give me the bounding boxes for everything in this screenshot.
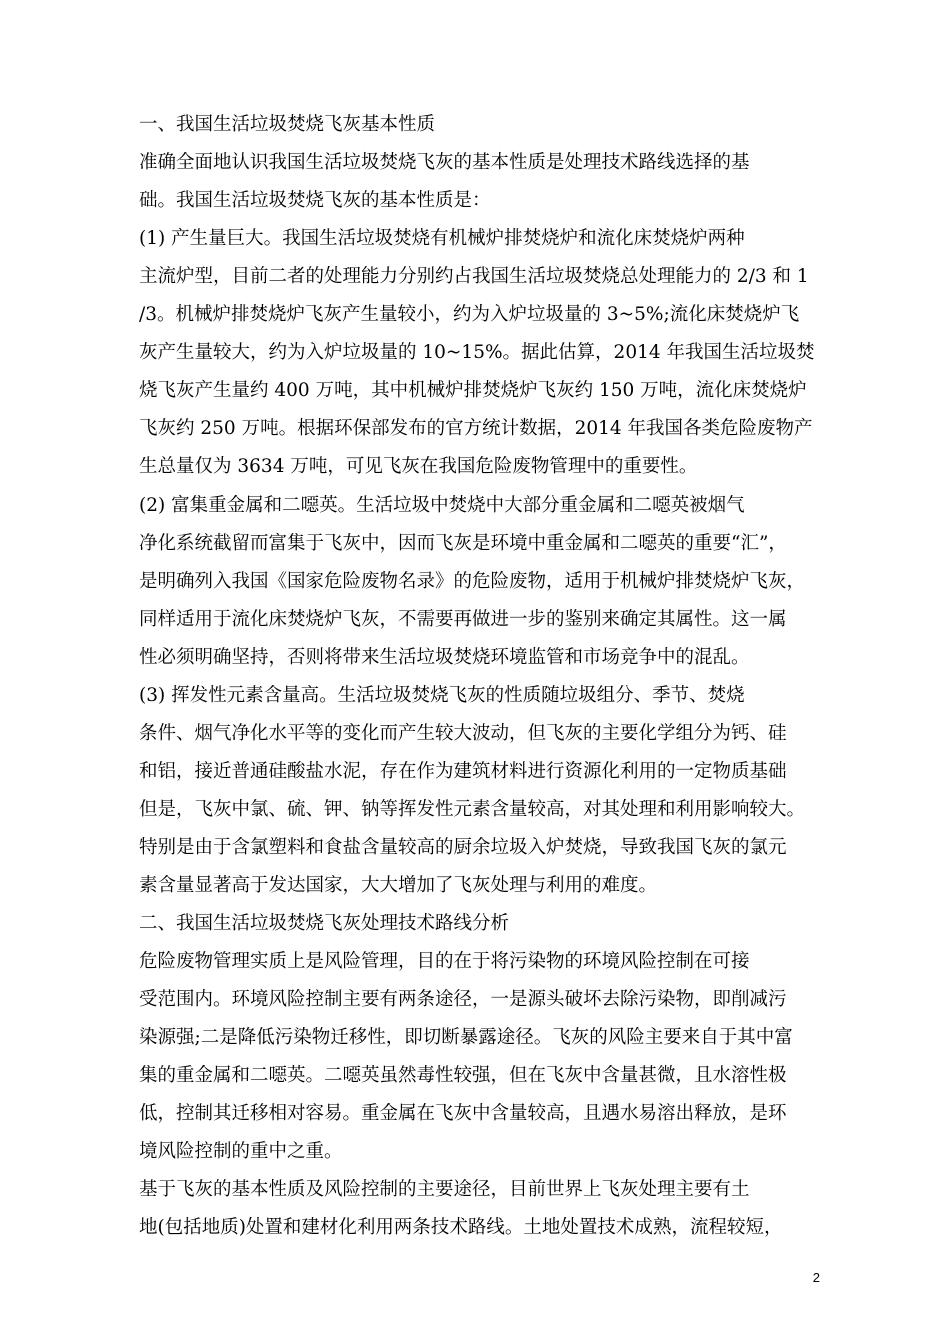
paragraph-line: 飞灰约 250 万吨。根据环保部发布的官方统计数据，2014 年我国各类危险废物产	[139, 418, 813, 439]
paragraph-line: 受范围内。环境风险控制主要有两条途径，一是源头破坏去除污染物，即削减污	[139, 989, 787, 1010]
paragraph-line: 境风险控制的重中之重。	[139, 1141, 343, 1162]
paragraph-line: 集的重金属和二噁英。二噁英虽然毒性较强，但在飞灰中含量甚微，且水溶性极	[139, 1065, 787, 1086]
paragraph-line: 低，控制其迁移相对容易。重金属在飞灰中含量较高，且遇水易溶出释放，是环	[139, 1103, 787, 1124]
paragraph-line: (1) 产生量巨大。我国生活垃圾焚烧有机械炉排焚烧炉和流化床焚烧炉两种	[139, 228, 745, 249]
paragraph-line: 净化系统截留而富集于飞灰中，因而飞灰是环境中重金属和二噁英的重要“汇”，	[139, 533, 787, 554]
page-number: 2	[812, 1270, 820, 1285]
heading-section-2: 二、我国生活垃圾焚烧飞灰处理技术路线分析	[139, 913, 510, 934]
paragraph-line: 同样适用于流化床焚烧炉飞灰，不需要再做进一步的鉴别来确定其属性。这一属	[139, 609, 787, 630]
paragraph-line: 染源强;二是降低污染物迁移性，即切断暴露途径。飞灰的风险主要来自于其中富	[139, 1027, 793, 1048]
paragraph-line: /3。机械炉排焚烧炉飞灰产生量较小，约为入炉垃圾量的 3~5%;流化床焚烧炉飞	[139, 304, 800, 325]
paragraph-line: 特别是由于含氯塑料和食盐含量较高的厨余垃圾入炉焚烧，导致我国飞灰的氯元	[139, 837, 787, 858]
paragraph-line: (2) 富集重金属和二噁英。生活垃圾中焚烧中大部分重金属和二噁英被烟气	[139, 495, 745, 516]
paragraph-line: 条件、烟气净化水平等的变化而产生较大波动，但飞灰的主要化学组分为钙、硅	[139, 723, 787, 744]
paragraph-line: (3) 挥发性元素含量高。生活垃圾焚烧飞灰的性质随垃圾组分、季节、焚烧	[139, 685, 745, 706]
paragraph-line: 基于飞灰的基本性质及风险控制的主要途径，目前世界上飞灰处理主要有土	[139, 1179, 750, 1200]
paragraph-line: 生总量仅为 3634 万吨，可见飞灰在我国危险废物管理中的重要性。	[139, 456, 698, 477]
paragraph-line: 灰产生量较大，约为入炉垃圾量的 10~15%。据此估算，2014 年我国生活垃圾焚	[139, 342, 815, 363]
paragraph-line: 准确全面地认识我国生活垃圾焚烧飞灰的基本性质是处理技术路线选择的基	[139, 152, 750, 173]
heading-section-1: 一、我国生活垃圾焚烧飞灰基本性质	[139, 114, 436, 135]
paragraph-line: 地(包括地质)处置和建材化利用两条技术路线。土地处置技术成熟，流程较短，	[139, 1217, 783, 1238]
paragraph-line: 主流炉型，目前二者的处理能力分别约占我国生活垃圾焚烧总处理能力的 2/3 和 1	[139, 266, 809, 287]
paragraph-line: 是明确列入我国《国家危险废物名录》的危险废物，适用于机械炉排焚烧炉飞灰，	[139, 571, 806, 592]
paragraph-line: 础。我国生活垃圾焚烧飞灰的基本性质是：	[139, 190, 491, 211]
paragraph-line: 和铝，接近普通硅酸盐水泥，存在作为建筑材料进行资源化利用的一定物质基础	[139, 761, 787, 782]
paragraph-line: 性必须明确坚持，否则将带来生活垃圾焚烧环境监管和市场竞争中的混乱。	[139, 647, 750, 668]
paragraph-line: 危险废物管理实质上是风险管理，目的在于将污染物的环境风险控制在可接	[139, 951, 750, 972]
paragraph-line: 素含量显著高于发达国家，大大增加了飞灰处理与利用的难度。	[139, 875, 658, 896]
paragraph-line: 但是，飞灰中氯、硫、钾、钠等挥发性元素含量较高，对其处理和利用影响较大。	[139, 799, 806, 820]
paragraph-line: 烧飞灰产生量约 400 万吨，其中机械炉排焚烧炉飞灰约 150 万吨，流化床焚烧炉	[139, 380, 807, 401]
